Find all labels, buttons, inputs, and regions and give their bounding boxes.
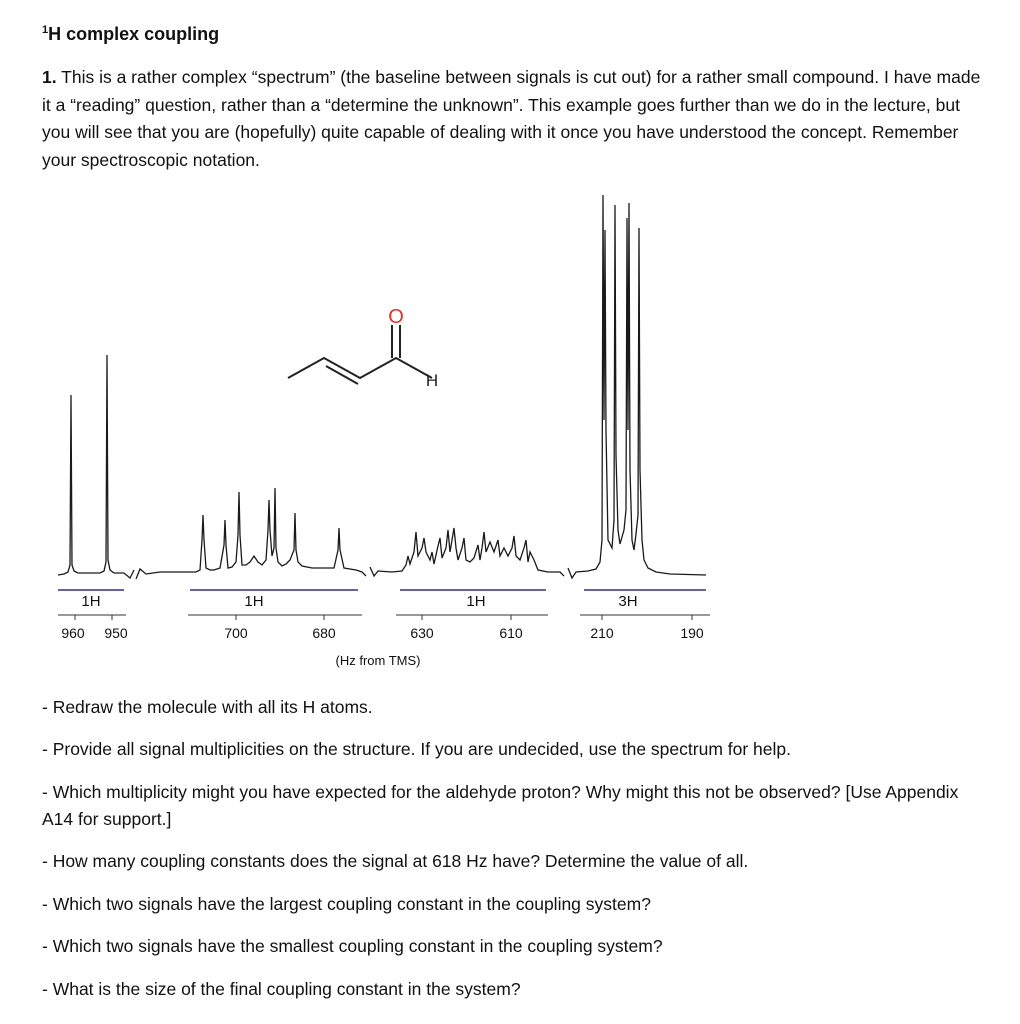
question-final-coupling: - What is the size of the final coupling constant in the system? [42, 979, 521, 999]
question-aldehyde: - Which multiplicity might you have expected for the aldehyde proton? Why might this not be observed? [Use Appendix A14 for support.] [42, 782, 959, 829]
tick-label: 950 [104, 625, 128, 641]
intro-text: This is a rather complex “spectrum” (the baseline between signals is cut out) for a rather small compound. I have made it a “reading” question, rather than a “determine the unknown”. This example goes further than we do in the lecture, but you will see that you are (hopefully) quite capable of dealing with it once you have understood the concept. Remember your spectroscopic notation. [42, 67, 981, 170]
question-number: 1. [42, 67, 57, 87]
x-axis [58, 615, 710, 620]
integration-label: 1H [244, 593, 264, 610]
tick-label: 960 [61, 625, 85, 641]
question-redraw: - Redraw the molecule with all its H atoms. [42, 697, 373, 717]
tick-label: 210 [590, 625, 614, 641]
integration-label: 1H [81, 593, 101, 610]
tick-label: 700 [224, 625, 248, 641]
carbon-skeleton [288, 358, 432, 378]
oxygen-atom: O [388, 306, 404, 328]
axis-title: (Hz from TMS) [335, 653, 421, 668]
tick-label: 680 [312, 625, 336, 641]
question-multiplicities: - Provide all signal multiplicities on the structure. If you are undecided, use the spectrum for help. [42, 739, 791, 759]
intro-paragraph [42, 64, 982, 174]
heading-text: H complex coupling [48, 24, 220, 44]
question-smallest-coupling: - Which two signals have the smallest coupling constant in the coupling system? [42, 936, 663, 956]
molecule-structure [288, 325, 432, 384]
tick-label: 610 [499, 625, 523, 641]
nmr-spectrum-figure [0, 180, 1020, 680]
question-largest-coupling: - Which two signals have the largest coupling constant in the coupling system? [42, 894, 651, 914]
section-heading [42, 24, 219, 45]
spectrum-trace [58, 195, 706, 579]
question-coupling-618: - How many coupling constants does the signal at 618 Hz have? Determine the value of all. [42, 851, 749, 871]
integration-label: 1H [466, 593, 486, 610]
tick-label: 630 [410, 625, 434, 641]
integration-label: 3H [618, 593, 638, 610]
tick-label: 190 [680, 625, 704, 641]
hydrogen-atom: H [425, 371, 439, 390]
heading-superscript: 1 [42, 24, 49, 36]
